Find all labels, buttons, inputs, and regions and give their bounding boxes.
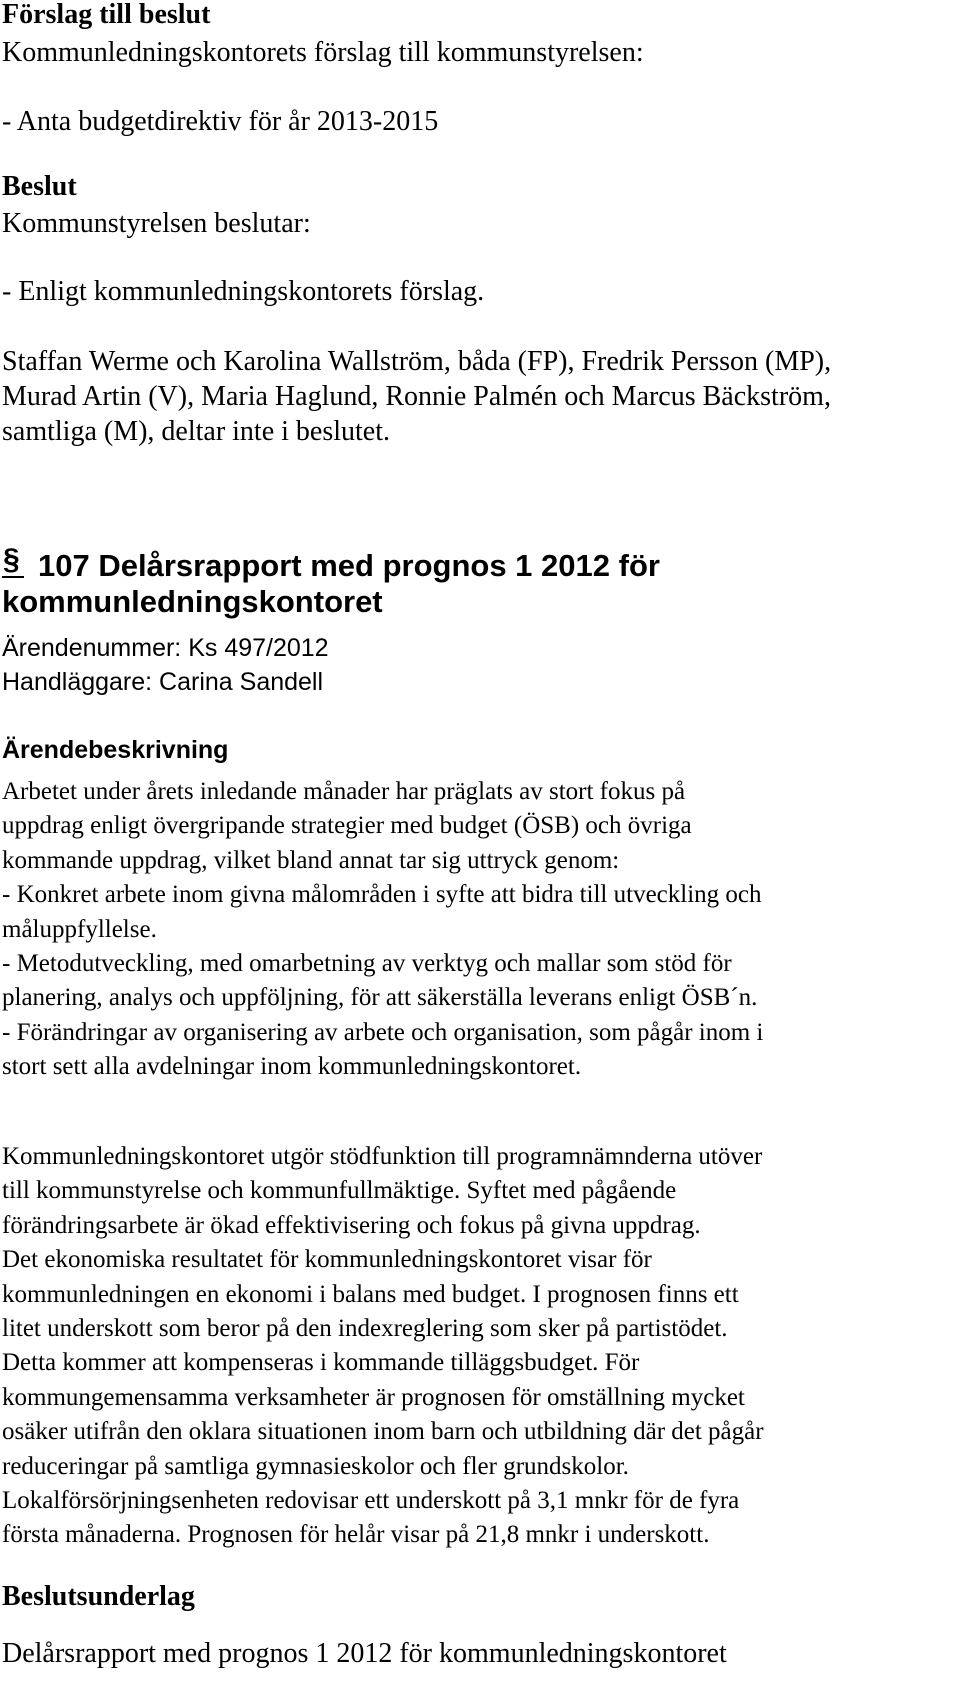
arendebeskrivning-paragraph-1 (2, 775, 957, 1085)
text-line: reduceringar på samtliga gymnasieskolor och fler grundskolor. (2, 1452, 629, 1480)
text-line: planering, analys och uppföljning, för att säkerställa leverans enligt ÖSB´n. (2, 984, 758, 1012)
text-line: kommungemensamma verksamheter är prognosen för omställning mycket (2, 1383, 745, 1411)
text-line: litet underskott som beror på den indexreglering som sker på partistödet. (2, 1315, 728, 1343)
text-line: Kommunledningskontoret utgör stödfunktion till programnämnderna utöver (2, 1143, 763, 1170)
arendebeskrivning-heading: Ärendebeskrivning (2, 736, 229, 764)
text-line: förändringsarbete är ökad effektivisering och fokus på givna uppdrag. (2, 1211, 701, 1239)
text-line: - Konkret arbete inom givna målområden i syfte att bidra till utveckling och (2, 881, 762, 909)
beslut-intro: Kommunstyrelsen beslutar: (2, 208, 311, 239)
text-line: Lokalförsörjningsenheten redovisar ett underskott på 3,1 mnkr för de fyra (2, 1487, 740, 1515)
text-line: - Metodutveckling, med omarbetning av verktyg och mallar som stöd för (2, 950, 732, 978)
text-line: Detta kommer att kompenseras i kommande tilläggsbudget. För (2, 1349, 640, 1377)
arendebeskrivning-paragraph-2 (2, 1140, 957, 1553)
text-line: stort sett alla avdelningar inom kommunledningskontoret. (2, 1053, 582, 1081)
beslutsunderlag-heading: Beslutsunderlag (2, 1581, 195, 1612)
text-line: - Förändringar av organisering av arbete och organisation, som pågår inom i (2, 1018, 764, 1046)
beslutsunderlag-item: Delårsrapport med prognos 1 2012 för kommunledningskontoret (2, 1638, 727, 1669)
arendenummer: Ärendenummer: Ks 497/2012 (2, 634, 329, 662)
text-line: uppdrag enligt övergripande strategier med budget (ÖSB) och övriga (2, 812, 692, 840)
text-line: Det ekonomiska resultatet för kommunledningskontoret visar för (2, 1246, 652, 1274)
beslut-note-line: Murad Artin (V), Maria Haglund, Ronnie Palmén och Marcus Bäckström, (2, 381, 831, 412)
beslut-heading: Beslut (2, 171, 77, 202)
text-line: måluppfyllelse. (2, 915, 157, 943)
section-title-line1: 107 Delårsrapport med prognos 1 2012 för (38, 548, 660, 583)
text-line: kommunledningen en ekonomi i balans med budget. I prognosen finns ett (2, 1280, 739, 1308)
text-line: till kommunstyrelse och kommunfullmäktige. Syftet med pågående (2, 1177, 677, 1205)
handlaggare: Handläggare: Carina Sandell (2, 668, 324, 696)
section-title (2, 546, 660, 584)
text-line: osäker utifrån den oklara situationen inom barn och utbildning där det pågår (2, 1418, 764, 1446)
text-line: första månaderna. Prognosen för helår visar på 21,8 mnkr i underskott. (2, 1521, 710, 1549)
forslag-heading: Förslag till beslut (2, 0, 211, 30)
section-title-line2: kommunledningskontoret (2, 584, 383, 619)
text-line: kommande uppdrag, vilket bland annat tar sig uttryck genom: (2, 846, 620, 874)
beslut-note-line: Staffan Werme och Karolina Wallström, båda (FP), Fredrik Persson (MP), (2, 346, 832, 377)
beslut-item: - Enligt kommunledningskontorets förslag. (2, 276, 485, 307)
paragraph-section-icon (2, 546, 24, 578)
text-line: Arbetet under årets inledande månader har präglats av stort fokus på (2, 778, 686, 805)
beslut-note-line: samtliga (M), deltar inte i beslutet. (2, 416, 391, 447)
forslag-item: - Anta budgetdirektiv för år 2013-2015 (2, 106, 439, 137)
forslag-intro: Kommunledningskontorets förslag till kommunstyrelsen: (2, 37, 644, 68)
